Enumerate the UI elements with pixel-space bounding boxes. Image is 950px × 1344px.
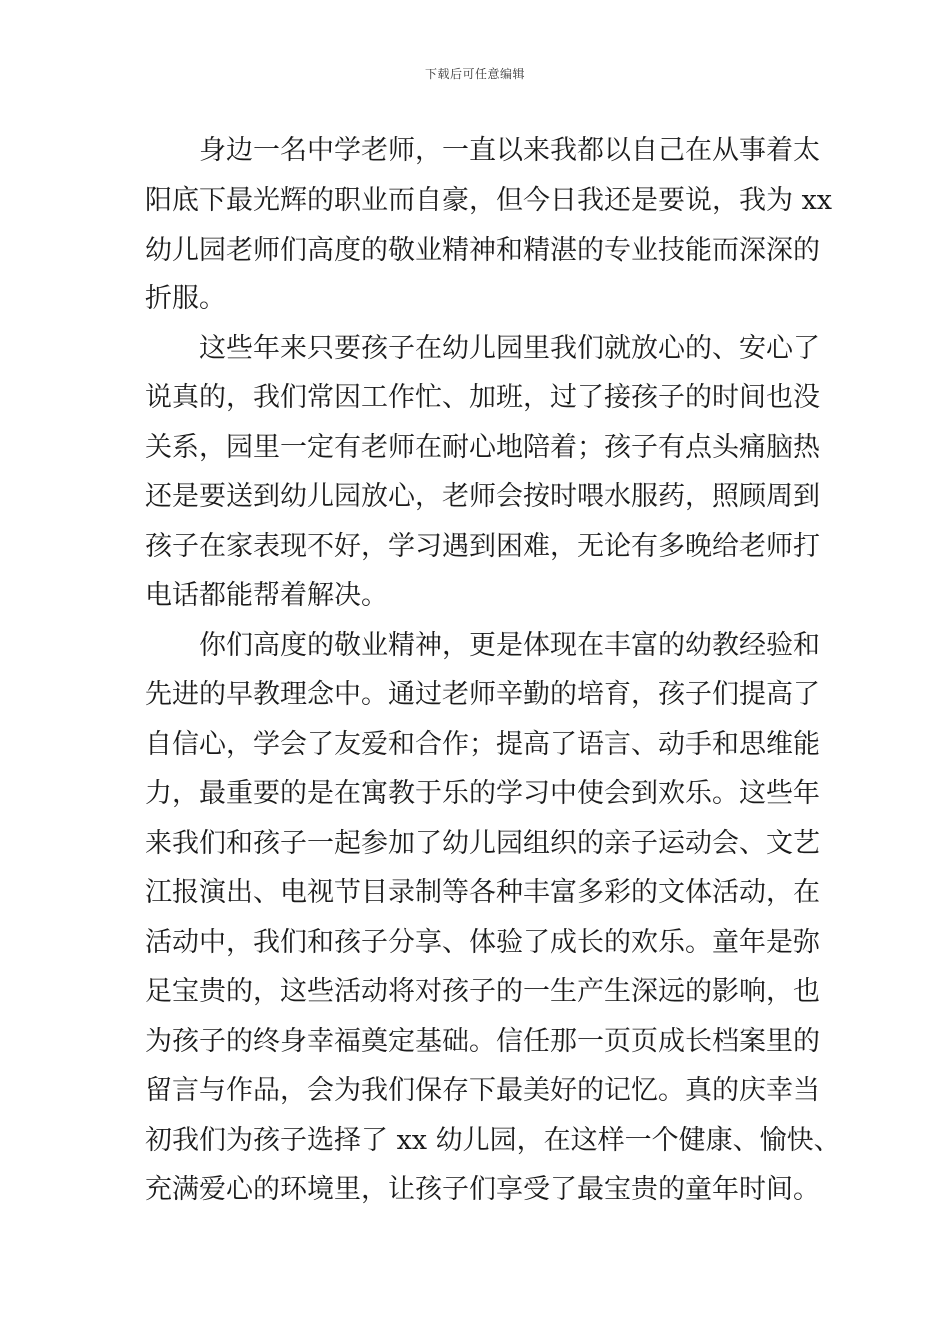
text-line: 初我们为孩子选择了 xx 幼儿园，在这样一个健康、愉快、 <box>145 1125 841 1156</box>
text-line: 力，最重要的是在寓教于乐的学习中使会到欢乐。这些年 <box>145 778 820 809</box>
text-line: 自信心，学会了友爱和合作；提高了语言、动手和思维能 <box>145 729 820 760</box>
text-line: 还是要送到幼儿园放心，老师会按时喂水服药，照顾周到 <box>145 481 820 512</box>
text-line: 孩子在家表现不好，学习遇到困难，无论有多晚给老师打 <box>145 531 820 562</box>
text-line: 留言与作品，会为我们保存下最美好的记忆。真的庆幸当 <box>145 1075 820 1106</box>
text-line: 活动中，我们和孩子分享、体验了成长的欢乐。童年是弥 <box>145 927 820 958</box>
text-line: 先进的早教理念中。通过老师辛勤的培育，孩子们提高了 <box>145 679 820 710</box>
text-line: 为孩子的终身幸福奠定基础。信任那一页页成长档案里的 <box>145 1026 820 1057</box>
text-line: 电话都能帮着解决。 <box>145 580 388 611</box>
text-line: 身边一名中学老师，一直以来我都以自己在从事着太 <box>199 135 820 166</box>
text-line: 江报演出、电视节目录制等各种丰富多彩的文体活动，在 <box>145 877 820 908</box>
text-line: 来我们和孩子一起参加了幼儿园组织的亲子运动会、文艺 <box>145 828 820 859</box>
text-line: 充满爱心的环境里，让孩子们享受了最宝贵的童年时间。 <box>145 1174 820 1205</box>
text-line: 这些年来只要孩子在幼儿园里我们就放心的、安心了 <box>199 333 820 364</box>
text-line: 关系，园里一定有老师在耐心地陪着；孩子有点头痛脑热 <box>145 432 820 463</box>
text-line: 折服。 <box>145 283 226 314</box>
text-line: 说真的，我们常因工作忙、加班，过了接孩子的时间也没 <box>145 382 820 413</box>
header-note: 下载后可任意编辑 <box>424 67 525 81</box>
text-line: 幼儿园老师们高度的敬业精神和精湛的专业技能而深深的 <box>145 235 820 266</box>
text-line: 你们高度的敬业精神，更是体现在丰富的幼教经验和 <box>199 630 820 661</box>
text-line: 足宝贵的，这些活动将对孩子的一生产生深远的影响，也 <box>145 976 820 1007</box>
text-line: 阳底下最光辉的职业而自豪，但今日我还是要说，我为 xx <box>145 185 833 216</box>
